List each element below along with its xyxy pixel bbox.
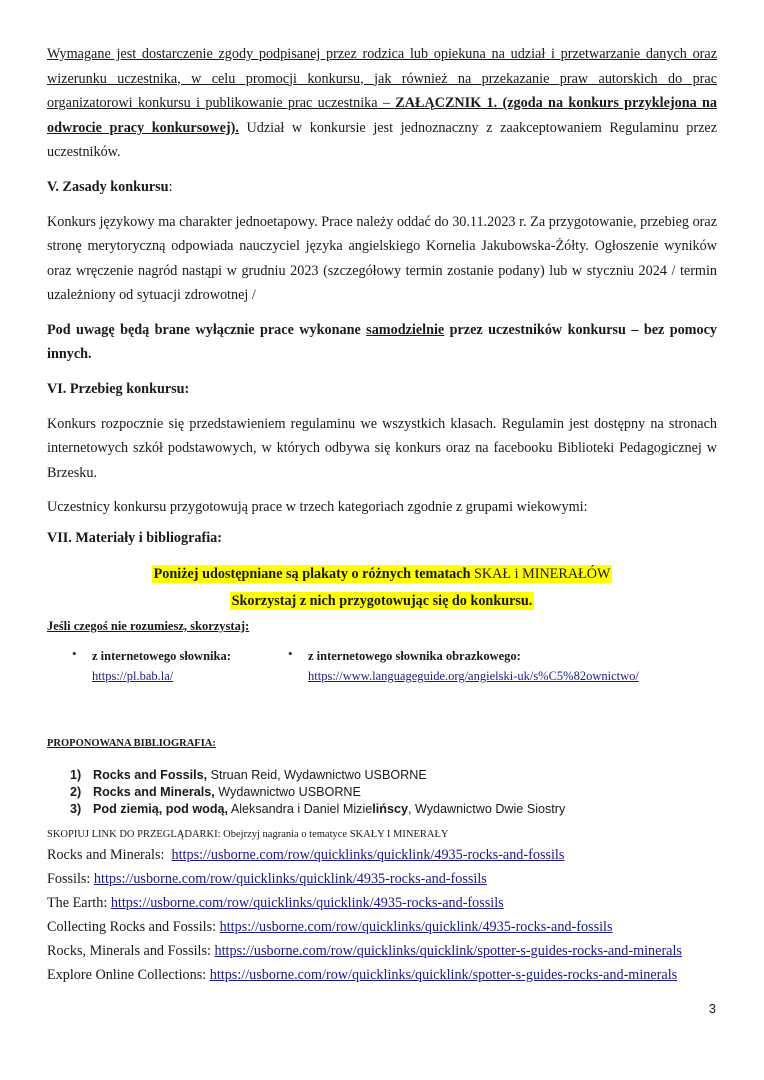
section-v-paragraph: Konkurs językowy ma charakter jednoetapowy. Prace należy oddać do 30.11.2023 r. Za przygotowanie, przebieg oraz stronę merytoryczną odpowiada nauczyciel języka angielskiego Kornelia Jakubowska-Żółty. Ogłoszenie wyników oraz wręczenie nagród nastąpi w grudniu 2023 (szczegółowy termin zostanie podany) lub w styczniu 2024 / termin uzależniony od sytuacji zdrowotnej / [47,213,717,303]
list-item: Explore Online Collections: https://usborne.com/row/quicklinks/quicklink/spotter-s-guides-rocks-and-minerals [47,966,678,983]
list-item: Fossils: https://usborne.com/row/quicklinks/quicklink/4935-rocks-and-fossils [47,870,487,887]
section-v-bold-note: Pod uwagę będą brane wyłącznie prace wykonane samodzielnie przez uczestników konkursu – bez pomocy innych. [47,321,717,362]
consent-rest: Udział w konkursie jest jednoznaczny z zaakceptowaniem Regulaminu przez uczestników. [47,119,717,160]
video-link[interactable]: https://usborne.com/row/quicklinks/quicklink/spotter-s-guides-rocks-and-minerals [214,942,682,959]
dictionary-link-2[interactable]: https://www.languageguide.org/angielski-uk/s%C5%82ownictwo/ [308,668,639,683]
dictionary-item-2: • z internetowego słownika obrazkowego: https://www.languageguide.org/angielski-uk/s%C5%82ownictwo/ [308,646,639,686]
section-vii-heading: VII. Materiały i bibliografia: [47,529,222,546]
section-vi-heading: VI. Przebieg konkursu: [47,380,190,397]
links-list [47,843,717,987]
dictionary-list [47,646,717,694]
video-link[interactable]: https://usborne.com/row/quicklinks/quicklink/4935-rocks-and-fossils [93,870,487,887]
bibliography-heading: PROPONOWANA BIBLIOGRAFIA: [47,737,216,749]
consent-paragraph [47,42,717,165]
bullet-icon: • [72,645,77,661]
video-link[interactable]: https://usborne.com/row/quicklinks/quicklink/4935-rocks-and-fossils [110,894,504,911]
section-v-heading: V. Zasady konkursu: [47,178,173,195]
list-item: Rocks, Minerals and Fossils: https://usborne.com/row/quicklinks/quicklink/spotter-s-guides-rocks-and-minerals [47,942,682,959]
dictionary-link-1[interactable]: https://pl.bab.la/ [92,668,174,683]
page-number: 3 [708,1001,716,1016]
list-item: 1) Rocks and Fossils, Struan Reid, Wydawnictwo USBORNE [70,767,427,782]
list-item: The Earth: https://usborne.com/row/quicklinks/quicklink/4935-rocks-and-fossils [47,894,504,911]
highlight-line-2: Skorzystaj z nich przygotowując się do konkursu. [231,592,533,609]
document-page [47,42,717,987]
video-link[interactable]: https://usborne.com/row/quicklinks/quicklink/4935-rocks-and-fossils [219,918,613,935]
consent-text: Wymagane jest dostarczenie zgody podpisanej przez rodzica lub opiekuna na udział i przetwarzanie danych oraz wizerunku uczestnika, w celu promocji konkursu, jak również na przekazanie praw autorskich do prac organizatorowi konkursu i publikowanie prac uczestnika – [47,46,717,111]
bibliography-list [47,767,717,818]
highlight-line-1: Poniżej udostępniane są plakaty o różnych tematach SKAŁ i MINERAŁÓW [153,565,611,582]
list-item: Collecting Rocks and Fossils: https://usborne.com/row/quicklinks/quicklink/4935-rocks-and-fossils [47,918,613,935]
list-item: Rocks and Minerals: https://usborne.com/row/quicklinks/quicklink/4935-rocks-and-fossils [47,846,565,863]
bullet-icon: • [288,645,293,661]
dictionary-hint: Jeśli czegoś nie rozumiesz, skorzystaj: [47,618,250,633]
section-vi-paragraph-1: Konkurs rozpocznie się przedstawieniem regulaminu we wszystkich klasach. Regulamin jest dostępny na stronach internetowych szkół podstawowych, w których odbywa się konkurs oraz na facebooku Biblioteki Pedagogicznej w Brzesku. [47,415,717,481]
video-link[interactable]: https://usborne.com/row/quicklinks/quicklink/4935-rocks-and-fossils [171,846,565,863]
list-item: 3) Pod ziemią, pod wodą, Aleksandra i Daniel Mizielińscy, Wydawnictwo Dwie Siostry [70,801,566,816]
section-vi-paragraph-2: Uczestnicy konkursu przygotowują prace w trzech kategoriach zgodnie z grupami wiekowymi: [47,499,588,515]
highlight-block [47,561,717,615]
dictionary-item-1: • z internetowego słownika: https://pl.bab.la/ [92,646,231,686]
consent-attachment: ZAŁĄCZNIK 1. (zgoda na konkurs przyklejona na odwrocie pracy konkursowej). [47,95,717,136]
list-item: 2) Rocks and Minerals, Wydawnictwo USBORNE [70,784,361,799]
links-heading: SKOPIUJ LINK DO PRZEGLĄDARKI: Obejrzyj nagrania o tematyce SKAŁY I MINERAŁY [47,828,449,840]
video-link[interactable]: https://usborne.com/row/quicklinks/quicklink/spotter-s-guides-rocks-and-minerals [209,966,678,983]
